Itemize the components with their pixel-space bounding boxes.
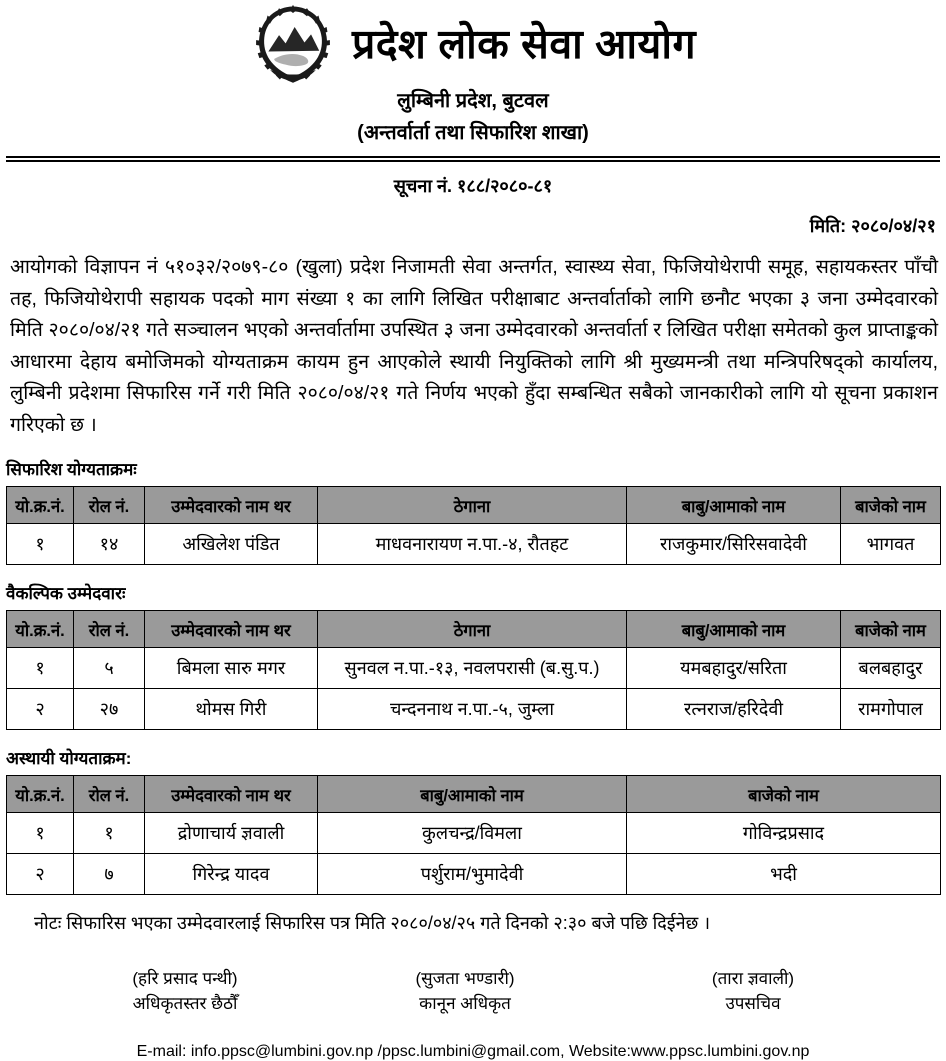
table-header-row [7,487,941,524]
table-header-row [7,776,941,813]
cell-candidate-name: थोमस गिरी [145,689,318,730]
cell-merit-no: १ [7,524,74,565]
cell-roll-no: २७ [74,689,145,730]
column-header: बाजेको नाम [627,776,941,813]
cell-parents-name: रत्नराज/हरिदेवी [627,689,841,730]
organization-subtitle-location: लुम्बिनी प्रदेश, बुटवल [397,90,549,112]
cell-address: चन्दननाथ न.पा.-५, जुम्ला [318,689,627,730]
signature-entry [40,967,330,1016]
notice-body-paragraph: आयोगको विज्ञापन नं ५१०३२/२०७९-८० (खुला) प्रदेश निजामती सेवा अन्तर्गत, स्वास्थ्य सेवा, फिजियोथेरापी समूह, सहायकस्तर पाँचौ तह, फिजियोथेरापी सहायक पदको माग संख्या १ का लागि लिखित परीक्षाबाट अन्तर्वार्ताको लागि छनौट भएका ३ जना उम्मेदवारको मिति २०८०/०४/२१ गते सञ्चालन भएको अन्तर्वार्तामा उपस्थित ३ जना उम्मेदवारको अन्तर्वार्ता र लिखित परीक्षा समेतको कुल प्राप्ताङ्कको आधारमा देहाय बमोजिमको योग्यताक्रम कायम हुन आएकोले स्थायी नियुक्तिको लागि श्री मुख्यमन्त्री तथा मन्त्रिपरिषद्को कार्यालय, लुम्बिनी प्रदेशमा सिफारिस गर्ने गरी मिति २०८०/०४/२१ गते निर्णय भएको हुँदा सम्बन्धित सबैको जानकारीको लागि यो सूचना प्रकाशन गरिएको छ । [10,256,938,436]
cell-candidate-name: द्रोणाचार्य ज्ञवाली [145,813,318,854]
table-row [7,524,941,565]
column-header: रोल नं. [74,487,145,524]
cell-grandfather-name: भागवत [841,524,941,565]
signature-entry [600,967,906,1016]
cell-candidate-name: बिमला सारु मगर [145,648,318,689]
table-row [7,813,941,854]
temporary-merit-table [6,775,941,895]
column-header: बाबु/आमाको नाम [627,487,841,524]
section-title-recommended: सिफारिश योग्यताक्रमः [6,460,137,480]
notice-date: मिति: २०८०/०४/२१ [809,216,936,236]
signatory-name: (तारा ज्ञवाली) [711,969,795,989]
signatory-post: उपसचिव [725,994,781,1014]
cell-grandfather-name: बलबहादुर [841,648,941,689]
cell-address: माधवनारायण न.पा.-४, रौतहट [318,524,627,565]
cell-merit-no: १ [7,648,74,689]
cell-parents-name: पर्शुराम/भुमादेवी [318,854,627,895]
cell-merit-no: २ [7,854,74,895]
signatory-name: (हरि प्रसाद पन्थी) [132,969,238,989]
cell-roll-no: १४ [74,524,145,565]
column-header: रोल नं. [74,776,145,813]
cell-grandfather-name: गोविन्द्रप्रसाद [627,813,941,854]
cell-merit-no: २ [7,689,74,730]
column-header: यो.क्र.नं. [7,776,74,813]
column-header: ठेगाना [318,611,627,648]
column-header: बाबु/आमाको नाम [627,611,841,648]
section-alternate-candidates [0,581,946,730]
organization-subtitle-branch: (अन्तर्वार्ता तथा सिफारिश शाखा) [357,122,589,144]
cell-grandfather-name: रामगोपाल [841,689,941,730]
column-header: रोल नं. [74,611,145,648]
column-header: बाजेको नाम [841,611,941,648]
cell-roll-no: १ [74,813,145,854]
cell-candidate-name: अखिलेश पंडित [145,524,318,565]
cell-roll-no: ७ [74,854,145,895]
notice-number: सूचना नं. १८८/२०८०-८१ [393,176,553,196]
nepal-government-emblem-icon [250,4,336,86]
cell-roll-no: ५ [74,648,145,689]
section-title-alternate: वैकल्पिक उम्मेदवारः [6,584,126,604]
section-title-temporary: अस्थायी योग्यताक्रम: [6,749,132,769]
document-note: नोटः सिफारिस भएका उम्मेदवारलाई सिफारिस पत्र मिति २०८०/०४/२५ गते दिनको २:३० बजे पछि दिईनेछ । [34,913,711,934]
alternate-candidates-table [6,610,941,730]
signatory-post: कानून अधिकृत [419,994,511,1014]
column-header: यो.क्र.नं. [7,487,74,524]
cell-parents-name: राजकुमार/सिरिसवादेवी [627,524,841,565]
cell-candidate-name: गिरेन्द्र यादव [145,854,318,895]
header-divider [6,156,940,162]
recommended-merit-table [6,486,941,565]
column-header: उम्मेदवारको नाम थर [145,776,318,813]
document-masthead [0,0,946,146]
column-header: यो.क्र.नं. [7,611,74,648]
signature-entry [330,967,600,1016]
footer-contact-info: E-mail: info.ppsc@lumbini.gov.np /ppsc.lumbini@gmail.com, Website:www.ppsc.lumbini.gov.np [136,1042,810,1060]
signature-block [0,967,946,1016]
table-row [7,648,941,689]
masthead-row [0,4,946,86]
signatory-post: अधिकृतस्तर छैठौँ [132,994,238,1014]
organization-title: प्रदेश लोक सेवा आयोग [351,21,697,68]
section-temporary-merit [0,746,946,895]
section-recommended-merit [0,457,946,565]
table-row [7,689,941,730]
cell-parents-name: कुलचन्द्र/विमला [318,813,627,854]
column-header: ठेगाना [318,487,627,524]
cell-address: सुनवल न.पा.-१३, नवलपरासी (ब.सु.प.) [318,648,627,689]
column-header: बाबु/आमाको नाम [318,776,627,813]
cell-merit-no: १ [7,813,74,854]
column-header: उम्मेदवारको नाम थर [145,487,318,524]
table-header-row [7,611,941,648]
signatory-name: (सुजता भण्डारी) [415,969,515,989]
cell-grandfather-name: भदी [627,854,941,895]
table-row [7,854,941,895]
cell-parents-name: यमबहादुर/सरिता [627,648,841,689]
column-header: बाजेको नाम [841,487,941,524]
column-header: उम्मेदवारको नाम थर [145,611,318,648]
